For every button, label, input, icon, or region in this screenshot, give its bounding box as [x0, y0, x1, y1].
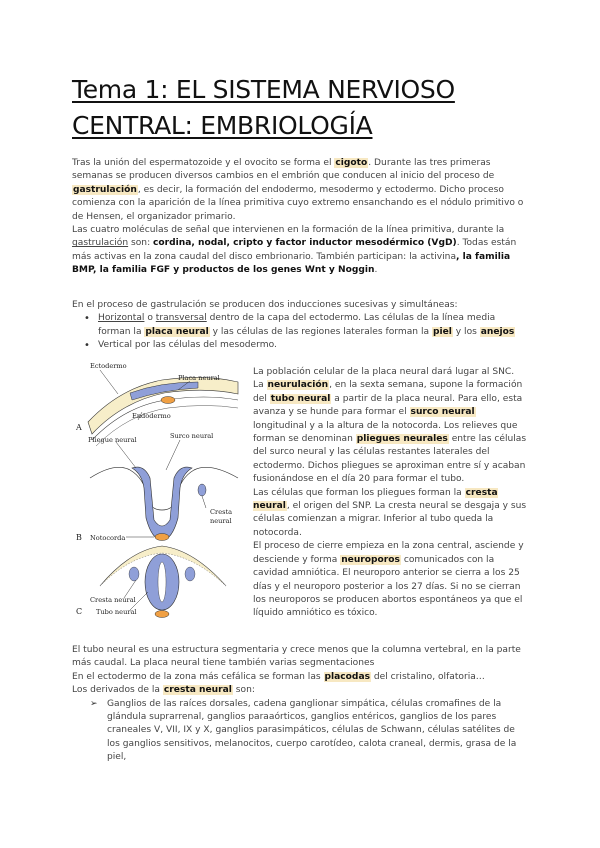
notochord-c: [155, 611, 169, 618]
intro-section: [72, 157, 530, 278]
letter-a: A: [76, 423, 82, 432]
outro-paragraph-1: El tubo neural es una estructura segmentaria y crece menos que la columna vertebral, en la parte más caudal. La placa neural tiene también varias segmentaciones: [72, 645, 521, 669]
neurulation-section: [253, 366, 531, 621]
term-surco-neural: surco neural: [410, 407, 475, 418]
neural-crest-b: [198, 484, 206, 496]
list-item: ➢ Ganglios de las raíces dorsales, cadena ganglionar simpática, células cromafines de la glándula suprarrenal, ganglios paraaórticos, ganglios entéricos, ganglios de los pares craneales V, VII, IX y X, ganglios parasimpáticos, células de Schwann, células satélites de los ganglios sensitivos, melanocitos, cuerpo carotídeo, calota craneal, dermis, grasa de la piel,: [72, 698, 530, 765]
inductions-list: [72, 312, 530, 352]
title-line-1: Tema 1: EL SISTEMA NERVIOSO: [72, 75, 455, 104]
term-neuroporos: neuroporos: [341, 554, 400, 565]
neurulation-sentence-2: La neurulación, en la sexta semana, supone la formación del tubo neural a partir de la placa neural. Para ello, esta avanza y se hunde para formar el surco neural longitudinal y a la altura de la notocorda. Los relieves que forman se denominan pliegues neurales entre las células del surco neural y las células restantes laterales del ectodermo. Dichos pliegues se aproximan entre sí y acaban fusionándose en el día 20 para formar el tubo.: [253, 380, 527, 485]
term-horizontal: Horizontal: [98, 313, 145, 324]
ectoderm-line-b: [90, 467, 238, 510]
term-gastrulacion: gastrulación: [73, 184, 137, 195]
title-line-2: CENTRAL: EMBRIOLOGÍA: [72, 111, 373, 140]
term-placodas: placodas: [324, 671, 370, 682]
term-tubo-neural: tubo neural: [270, 393, 331, 404]
term-cresta-neural: cresta neural: [253, 487, 498, 512]
term-pliegues-neurales: pliegues neurales: [356, 434, 448, 445]
label-cresta-b-1: Cresta: [210, 508, 233, 516]
label-cresta-b-2: neural: [210, 517, 232, 525]
inductions-section: [72, 299, 530, 353]
figure-panel-a: [75, 362, 238, 446]
neural-canal-c: [158, 562, 166, 602]
intro-paragraph-1: Tras la unión del espermatozoide y el ovocito se forma el cigoto. Durante las tres primeras semanas se producen diversos cambios en el embrión que conducen al inicio del proceso de gastrulación, es decir, la formación del endodermo, mesodermo y ectodermo. Dicho proceso comienza con la aparición de la línea primitiva cuyo extremo ensanchando es el nódulo primitivo o de Hensen, el organizador primario.: [72, 158, 524, 222]
neurulation-sentence-1: La población celular de la placa neural dará lugar al SNC.: [253, 367, 515, 377]
outro-section: [72, 644, 530, 765]
notochord-a: [161, 397, 175, 404]
notochord-b: [155, 534, 169, 541]
term-anejos: anejos: [480, 326, 515, 337]
term-placa-neural: placa neural: [145, 326, 209, 337]
term-piel: piel: [432, 326, 452, 337]
label-pliegue-neural: Pliegue neural: [88, 436, 137, 444]
page-title: [72, 72, 542, 144]
label-cresta-c: Cresta neural: [90, 596, 136, 604]
figure-panel-c: [76, 546, 226, 618]
outro-paragraph-3: Los derivados de la cresta neural son:: [72, 685, 255, 696]
term-gastrulacion-underlined: gastrulación: [72, 238, 129, 249]
outro-paragraph-2: En el ectodermo de la zona más cefálica se forman las placodas del cristalino, olfatoria…: [72, 671, 485, 682]
label-surco-neural: Surco neural: [170, 432, 214, 440]
term-cigoto: cigoto: [335, 158, 368, 168]
neurulation-sentence-4: El proceso de cierre empieza en la zona central, asciende y desciende y forma neuroporos comunicados con la cavidad amniótica. El neuroporo anterior se cierra a los 25 días y el neuroporo posterior a los 27 días. Si no se cierran los neuroporos se producen abortos espontáneos ya que el líquido amniótico es tóxico.: [253, 541, 524, 619]
inductions-lead: En el proceso de gastrulación se producen dos inducciones sucesivas y simultáneas:: [72, 300, 458, 310]
list-item: • Horizontal o transversal dentro de la capa del ectodermo. Las células de la línea media forman la placa neural y las células de las regiones laterales forman la piel y los anejos: [72, 312, 530, 339]
letter-c: C: [76, 607, 83, 616]
derivatives-list: [72, 698, 530, 765]
term-transversal: transversal: [155, 313, 207, 324]
term-neurulacion: neurulación: [267, 380, 329, 391]
neurulation-sentence-3: Las células que forman los pliegues forman la cresta neural, el origen del SNP. La cresta neural se desgaja y sus células comienzan a migrar. Inferior al tubo queda la notocorda.: [253, 487, 527, 538]
term-cresta-neural-2: cresta neural: [163, 685, 232, 696]
label-tubo-neural: Tubo neural: [96, 608, 137, 616]
term-molecules: cordina, nodal, cripto y factor inductor mesodérmico (VgD): [153, 238, 457, 249]
intro-paragraph-2: Las cuatro moléculas de señal que intervienen en la formación de la línea primitiva, durante la gastrulación son: cordina, nodal, cripto y factor inductor mesodérmico (VgD). Todas están más activas en la zona caudal del disco embrionario. También participan: la activina, la familia BMP, la familia FGF y productos de los genes Wnt y Noggin.: [72, 225, 517, 276]
neurulation-figure: [70, 360, 250, 622]
neural-groove-b: [132, 467, 192, 540]
list-item: • Vertical por las células del mesodermo.: [72, 339, 530, 352]
term-bmp-fgf: , la familia BMP, la familia FGF y productos de los genes Wnt y Noggin: [72, 251, 511, 276]
figure-panel-b: [76, 432, 238, 542]
label-placa-neural: Placa neural: [178, 374, 220, 382]
label-notocorda: Notocorda: [90, 534, 126, 542]
letter-b: B: [76, 533, 82, 542]
label-ectodermo: Ectodermo: [90, 362, 127, 370]
label-endodermo: Endodermo: [132, 412, 171, 420]
